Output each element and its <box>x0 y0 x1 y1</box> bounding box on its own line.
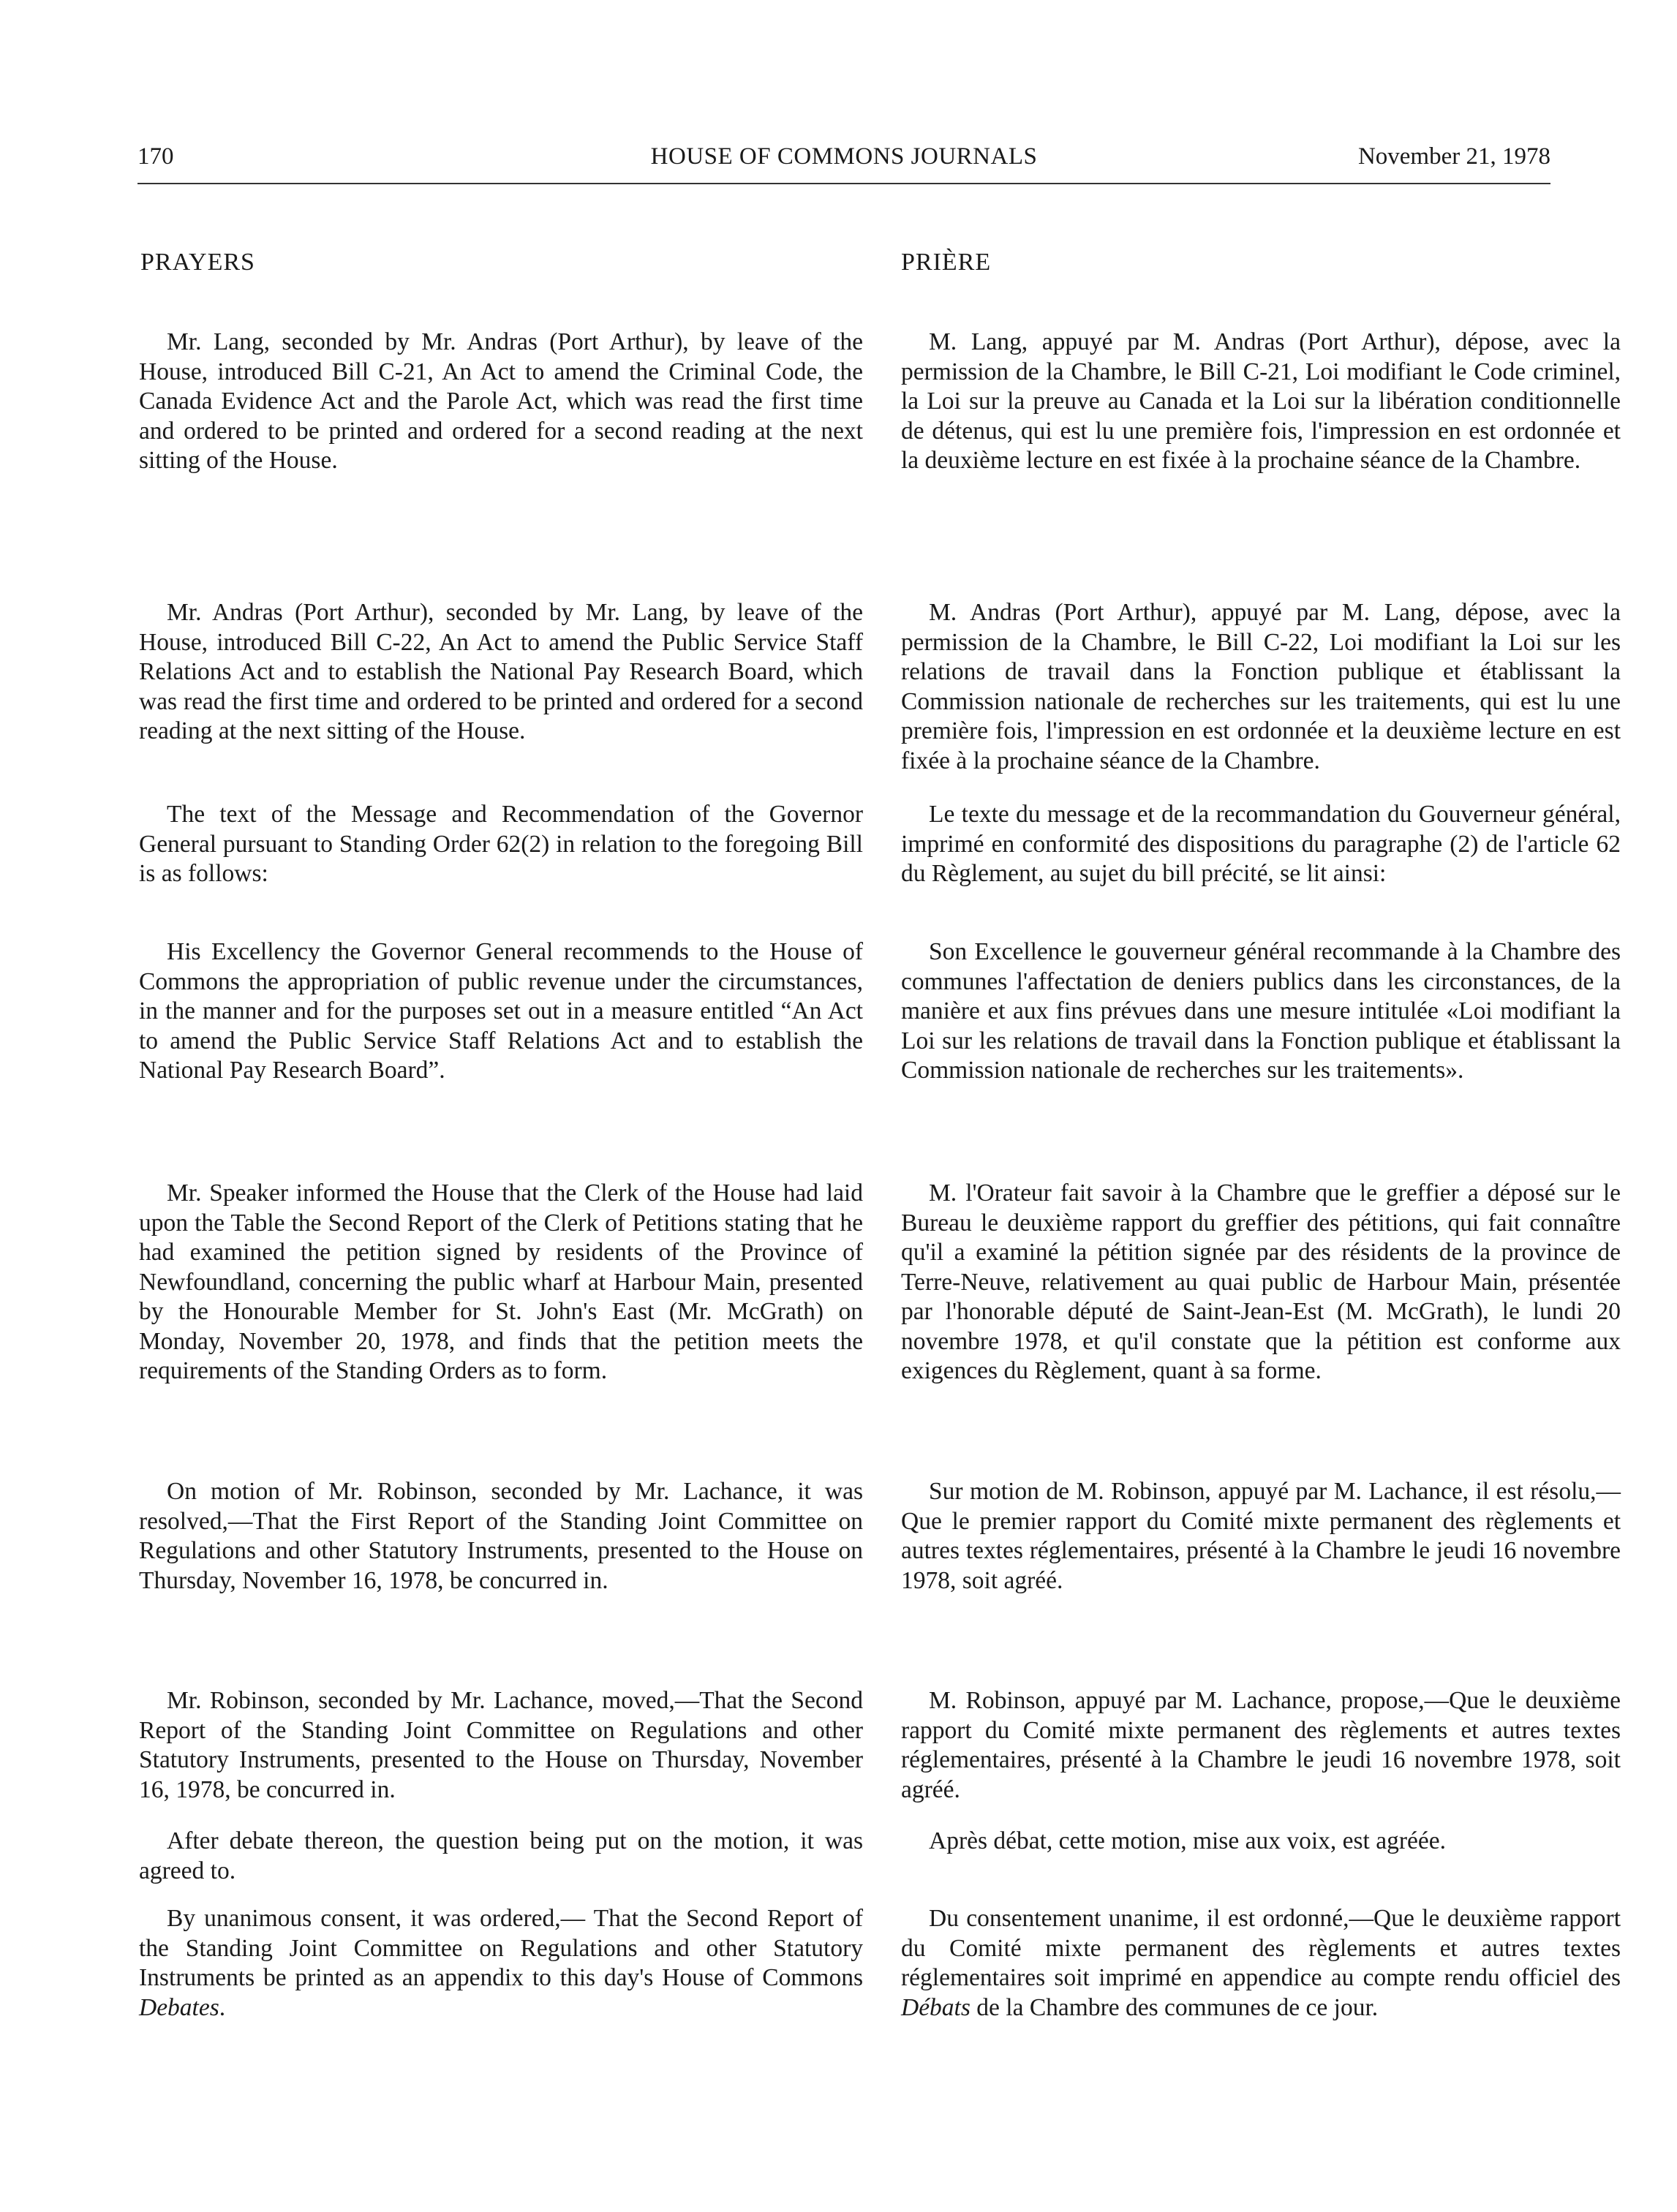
en-paragraph-appendix: By unanimous consent, it was ordered,— That the Second Report of the Standing Joint Committee on Regulations and other Statutory Instruments be printed as an appendix to this day's House of Commons Debates. <box>139 1905 863 2021</box>
fr-paragraph-message-intro: Le texte du message et de la recommandation du Gouverneur général, imprimé en conformité des dispositions du paragraphe (2) de l'article 62 du Règlement, au sujet du bill précité, se lit ainsi: <box>901 801 1621 887</box>
en-paragraph-message-intro: The text of the Message and Recommendation of the Governor General pursuant to Standing Order 62(2) in relation to the foregoing Bill is as follows: <box>139 801 863 887</box>
page-number: 170 <box>137 143 174 170</box>
en-paragraph-first-report: On motion of Mr. Robinson, seconded by Mr. Lachance, it was resolved,—That the First Report of the Standing Joint Committee on Regulations and other Statutory Instruments, presented to the House on Thursday, November 16, 1978, be concurred in. <box>139 1478 863 1594</box>
en-paragraph-bill-c21: Mr. Lang, seconded by Mr. Andras (Port Arthur), by leave of the House, introduced Bill C-21, An Act to amend the Criminal Code, the Canada Evidence Act and the Parole Act, which was read the first time and ordered to be printed and ordered for a second reading at the next sitting of the House. <box>139 328 863 474</box>
en-paragraph-second-report: Mr. Robinson, seconded by Mr. Lachance, moved,—That the Second Report of the Standing Joint Committee on Regulations and other Statutory Instruments, presented to the House on Thursday, November 16, 1978, be concurred in. <box>139 1687 863 1803</box>
en-paragraph-agreed: After debate thereon, the question being put on the motion, it was agreed to. <box>139 1827 863 1884</box>
debats-italic: Débats <box>901 1993 971 2021</box>
fr-paragraph-recommendation: Son Excellence le gouverneur général recommande à la Chambre des communes l'affectation de deniers publics dans les circonstances, de la manière et aux fins prévues dans une mesure intitulée «Loi modifiant la Loi sur les relations de travail dans la Fonction publique et établissant la Commission nationale de recherches sur les traitements». <box>901 938 1621 1084</box>
fr-paragraph-bill-c21: M. Lang, appuyé par M. Andras (Port Arthur), dépose, avec la permission de la Chambre, le Bill C-21, Loi modifiant le Code criminel, la Loi sur la preuve au Canada et la Loi sur la libération conditionnelle de détenus, qui est lu une première fois, l'impression en est ordonnée et la deuxième lecture en est fixée à la prochaine séance de la Chambre. <box>901 328 1621 474</box>
en-paragraph-bill-c22: Mr. Andras (Port Arthur), seconded by Mr. Lang, by leave of the House, introduced Bill C-22, An Act to amend the Public Service Staff Relations Act and to establish the National Pay Research Board, which was read the first time and ordered to be printed and ordered for a second reading at the next sitting of the House. <box>139 599 863 744</box>
en-paragraph-petition: Mr. Speaker informed the House that the Clerk of the House had laid upon the Table the Second Report of the Clerk of Petitions stating that he had examined the petition signed by residents of the Province of Newfoundland, concerning the public wharf at Harbour Main, presented by the Honourable Member for St. John's East (Mr. McGrath) on Monday, November 20, 1978, and finds that the petition meets the requirements of the Standing Orders as to form. <box>139 1179 863 1384</box>
fr-paragraph-appendix: Du consentement unanime, il est ordonné,—Que le deuxième rapport du Comité mixte permanent des règlements et autres textes réglementaires soit imprimé en appendice au compte rendu officiel des Débats de la Chambre des communes de ce jour. <box>901 1905 1621 2021</box>
heading-prayers: PRAYERS <box>140 249 255 276</box>
fr-paragraph-petition: M. l'Orateur fait savoir à la Chambre que le greffier a déposé sur le Bureau le deuxième rapport du greffier des pétitions, qui fait connaître qu'il a examiné la pétition signée par des résidents de la province de Terre-Neuve, relativement au quai public de Harbour Main, présentée par l'honorable député de Saint-Jean-Est (M. McGrath), le lundi 20 novembre 1978, et qu'il constate que la pétition est conforme aux exigences du Règlement, quant à sa forme. <box>901 1179 1621 1384</box>
heading-priere: PRIÈRE <box>901 249 992 276</box>
page-header <box>137 143 1550 184</box>
fr-paragraph-agreed: Après débat, cette motion, mise aux voix, est agréée. <box>929 1827 1446 1854</box>
journal-date: November 21, 1978 <box>1357 143 1550 170</box>
journal-title: HOUSE OF COMMONS JOURNALS <box>650 143 1038 170</box>
en-paragraph-recommendation: His Excellency the Governor General recommends to the House of Commons the appropriation of public revenue under the circumstances, in the manner and for the purposes set out in a measure entitled “An Act to amend the Public Service Staff Relations Act and to establish the National Pay Research Board”. <box>139 938 863 1084</box>
fr-paragraph-first-report: Sur motion de M. Robinson, appuyé par M. Lachance, il est résolu,—Que le premier rapport du Comité mixte permanent des règlements et autres textes réglementaires, présenté à la Chambre le jeudi 16 novembre 1978, soit agréé. <box>901 1478 1621 1594</box>
debates-italic: Debates <box>139 1993 219 2021</box>
fr-paragraph-second-report: M. Robinson, appuyé par M. Lachance, propose,—Que le deuxième rapport du Comité mixte permanent des règlements et autres textes réglementaires, présenté à la Chambre le jeudi 16 novembre 1978, soit agréé. <box>901 1687 1621 1803</box>
fr-paragraph-bill-c22: M. Andras (Port Arthur), appuyé par M. Lang, dépose, avec la permission de la Chambre, le Bill C-22, Loi modifiant la Loi sur les relations de travail dans la Fonction publique et établissant la Commission nationale de recherches sur les traitements, qui est lu une première fois, l'impression en est ordonnée et la deuxième lecture en est fixée à la prochaine séance de la Chambre. <box>901 599 1621 774</box>
